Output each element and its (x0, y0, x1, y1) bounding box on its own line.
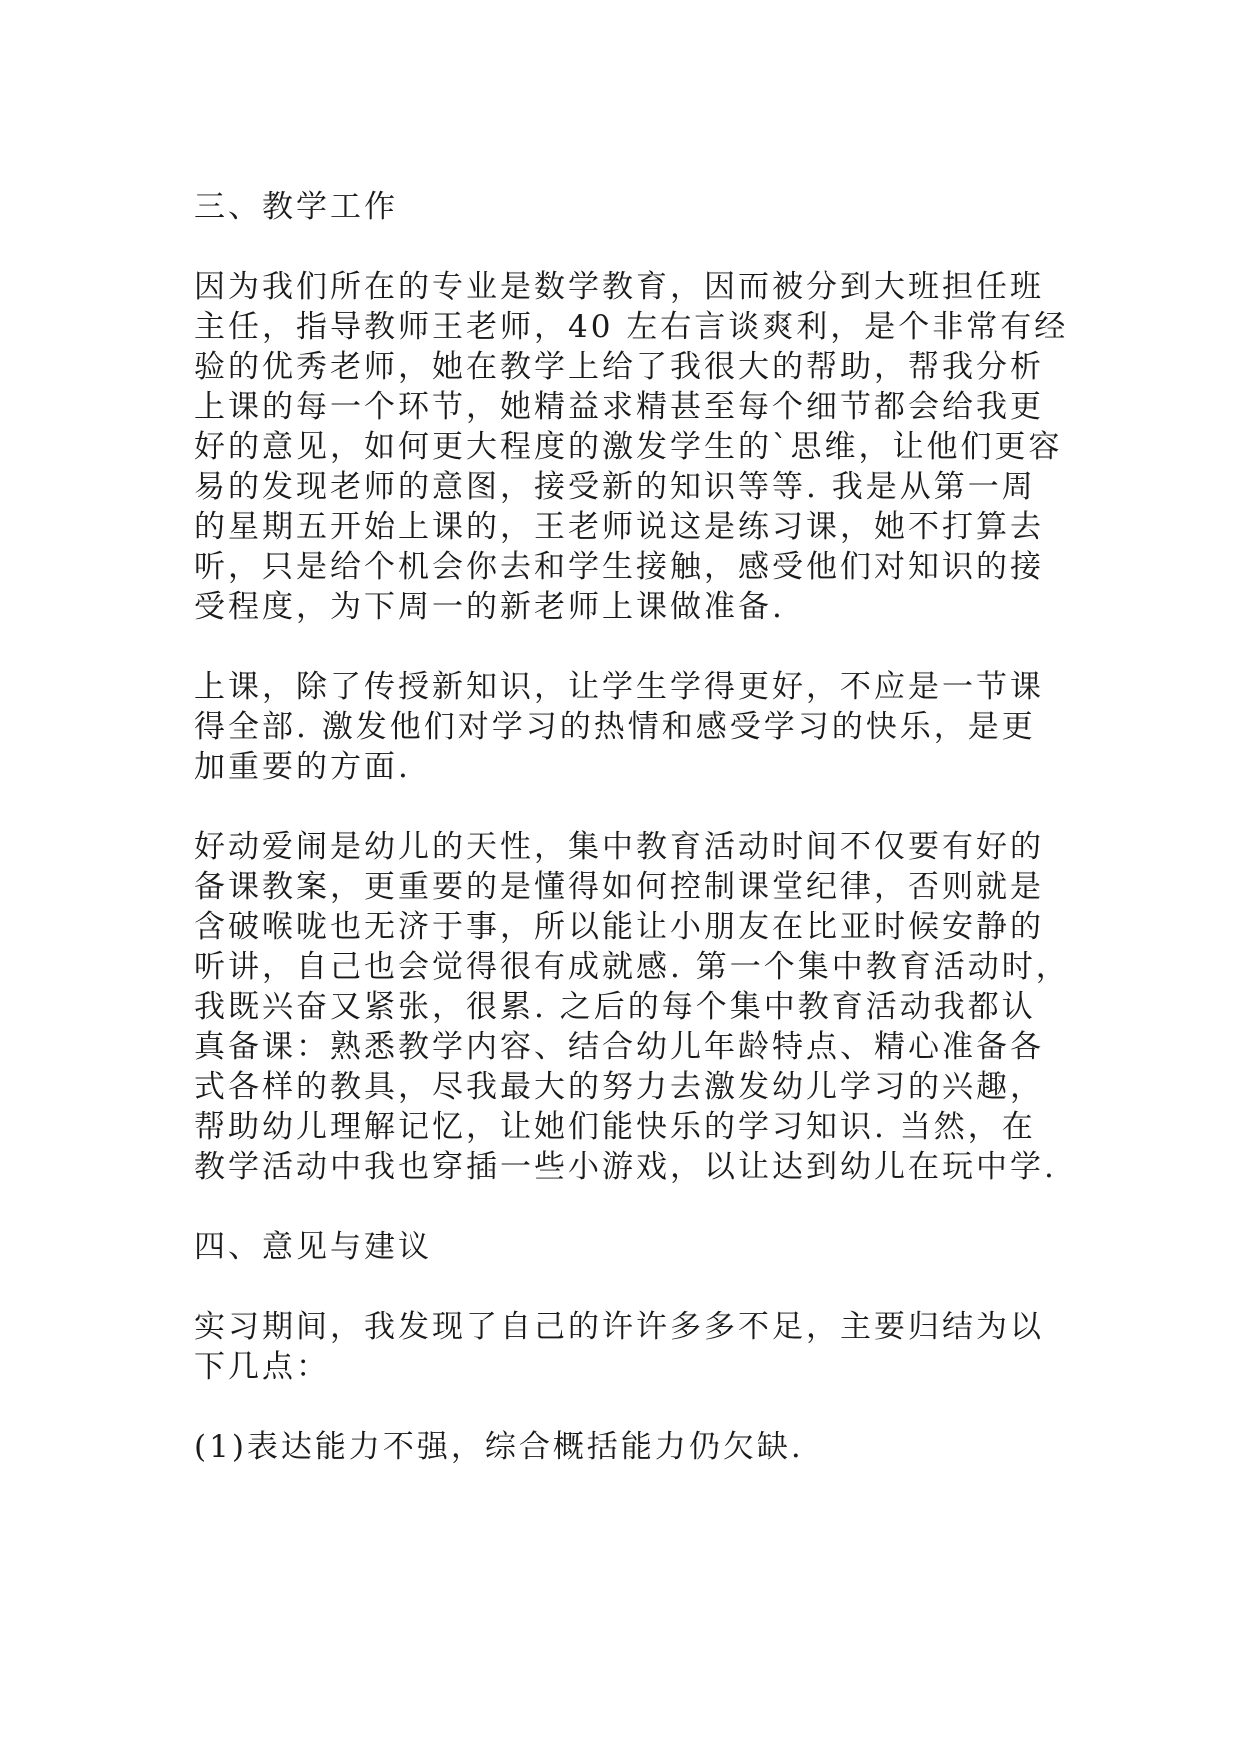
text-line: 主任，指导教师王老师，40 左右言谈爽利，是个非常有经 (194, 309, 1069, 345)
text-line: 听，只是给个机会你去和学生接触，感受他们对知识的接 (194, 549, 1044, 585)
section-heading-teaching (194, 187, 1054, 227)
text-line: 上课的每一个环节，她精益求精甚至每个细节都会给我更 (194, 389, 1044, 425)
text-line: 真备课：熟悉教学内容、结合幼儿年龄特点、精心准备各 (194, 1029, 1044, 1065)
text-line: 验的优秀老师，她在教学上给了我很大的帮助，帮我分析 (194, 349, 1044, 385)
text-line: 好动爱闹是幼儿的天性，集中教育活动时间不仅要有好的 (194, 829, 1044, 865)
text-line: (1)表达能力不强，综合概括能力仍欠缺. (194, 1429, 804, 1465)
text-line: 受程度，为下周一的新老师上课做准备. (194, 589, 785, 625)
text-line: 的星期五开始上课的，王老师说这是练习课，她不打算去 (194, 509, 1044, 545)
paragraph-classroom-discipline (194, 827, 1070, 1187)
text-line: 听讲，自己也会觉得很有成就感. 第一个集中教育活动时， (194, 949, 1070, 985)
paragraph-class-purpose (194, 667, 1054, 787)
text-line: 下几点： (194, 1349, 330, 1385)
section-heading-suggestions (194, 1227, 1054, 1267)
text-line: 上课，除了传授新知识，让学生学得更好，不应是一节课 (194, 669, 1044, 705)
text-line: 好的意见，如何更大程度的激发学生的`思维，让他们更容 (194, 429, 1063, 465)
text-line: 易的发现老师的意图，接受新的知识等等. 我是从第一周 (194, 469, 1036, 505)
text-line: 因为我们所在的专业是数学教育，因而被分到大班担任班 (194, 269, 1044, 305)
document-page (194, 187, 1070, 1467)
text-line: 含破喉咙也无济于事，所以能让小朋友在比亚时候安静的 (194, 909, 1044, 945)
text-line: 帮助幼儿理解记忆，让她们能快乐的学习知识. 当然，在 (194, 1109, 1036, 1145)
text-line: 式各样的教具，尽我最大的努力去激发幼儿学习的兴趣， (194, 1069, 1044, 1105)
list-item-expression (194, 1427, 1054, 1467)
text-line: 实习期间，我发现了自己的许许多多不足，主要归结为以 (194, 1309, 1044, 1345)
paragraph-shortcomings-intro (194, 1307, 1054, 1387)
text-line: 我既兴奋又紧张，很累. 之后的每个集中教育活动我都认 (194, 989, 1036, 1025)
heading-text: 四、意见与建议 (194, 1229, 432, 1265)
heading-text: 三、教学工作 (194, 189, 398, 225)
text-line: 得全部. 激发他们对学习的热情和感受学习的快乐，是更 (194, 709, 1036, 745)
paragraph-teaching-intro (194, 267, 1069, 627)
text-line: 加重要的方面. (194, 749, 411, 785)
text-line: 教学活动中我也穿插一些小游戏，以让达到幼儿在玩中学. (194, 1149, 1057, 1185)
text-line: 备课教案，更重要的是懂得如何控制课堂纪律，否则就是 (194, 869, 1044, 905)
